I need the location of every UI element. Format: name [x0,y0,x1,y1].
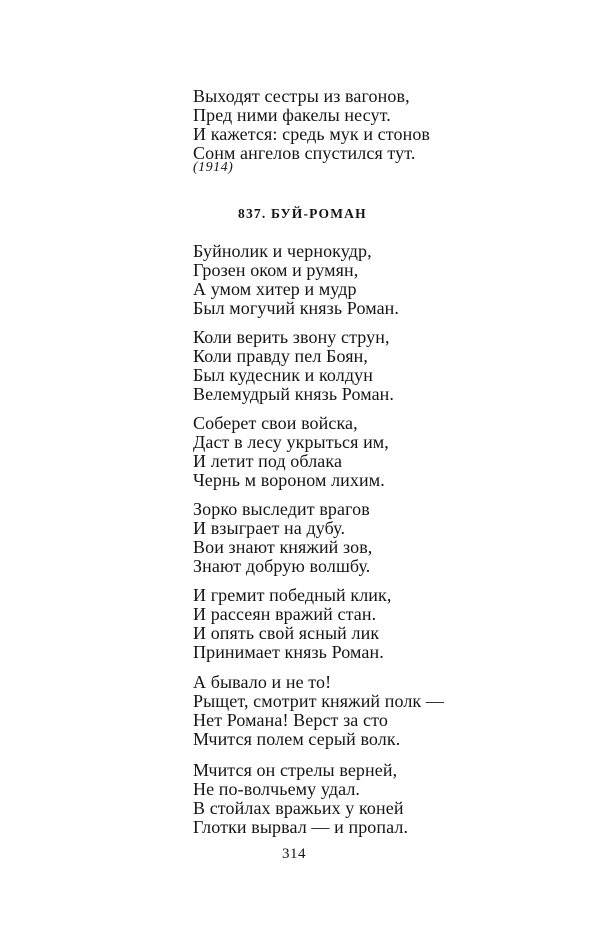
verse-line: Коли правду пел Боян, [193,346,368,366]
verse-line: В стойлах вражьих у коней [193,798,404,818]
verse-line: Рыщет, смотрит княжий полк — [193,691,444,711]
verse-line: И летит под облака [193,451,343,471]
stanza-4 [193,500,372,576]
verse-line: Был могучий князь Роман. [193,298,399,318]
previous-poem-stanza [193,87,430,163]
verse-line: Велемудрый князь Роман. [193,384,394,404]
stanza-2 [193,328,394,404]
verse-line: Даст в лесу укрыться им, [193,432,389,452]
verse-line: Не по-волчьему удал. [193,779,361,799]
verse-line: Зорко выследит врагов [193,499,370,519]
verse-line: И рассеян вражий стан. [193,604,377,624]
verse-line: И взыграет на дубу. [193,518,346,538]
verse-line: Пред ними факелы несут. [193,105,391,125]
verse-line: Мчится он стрелы верней, [193,760,398,780]
verse-line: А умом хитер и мудр [193,279,357,299]
poem-title: 837. БУЙ-РОМАН [238,206,367,221]
verse-line: Соберет свои войска, [193,413,358,433]
stanza-7 [193,761,408,837]
verse-line: Знают добрую волшбу. [193,556,371,576]
page-number: 314 [282,846,306,862]
verse-line: Сонм ангелов спустился тут. [193,143,416,163]
verse-line: Выходят сестры из вагонов, [193,86,410,106]
verse-line: Буйнолик и чернокудр, [193,241,372,261]
stanza-6 [193,673,444,749]
verse-line: И опять свой ясный лик [193,623,380,643]
verse-line: И гремит победный клик, [193,585,392,605]
verse-line: Нет Романа! Верст за сто [193,710,388,730]
verse-line: Принимает князь Роман. [193,642,384,662]
verse-line: Вои знают княжий зов, [193,537,373,557]
verse-line: А бывало и не то! [193,672,332,692]
verse-line: Коли верить звону струн, [193,327,390,347]
stanza-3 [193,414,389,490]
stanza-5 [193,586,392,662]
verse-line: Был кудесник и колдун [193,365,373,385]
verse-line: Глотки вырвал — и пропал. [193,817,409,837]
verse-line: И кажется: средь мук и стонов [193,124,431,144]
verse-line: Мчится полем серый волк. [193,729,401,749]
verse-line: Грозен оком и румян, [193,260,359,280]
poem-date: (1914) [193,160,234,175]
verse-line: Чернь м вороном лихим. [193,470,385,490]
stanza-1 [193,242,399,318]
